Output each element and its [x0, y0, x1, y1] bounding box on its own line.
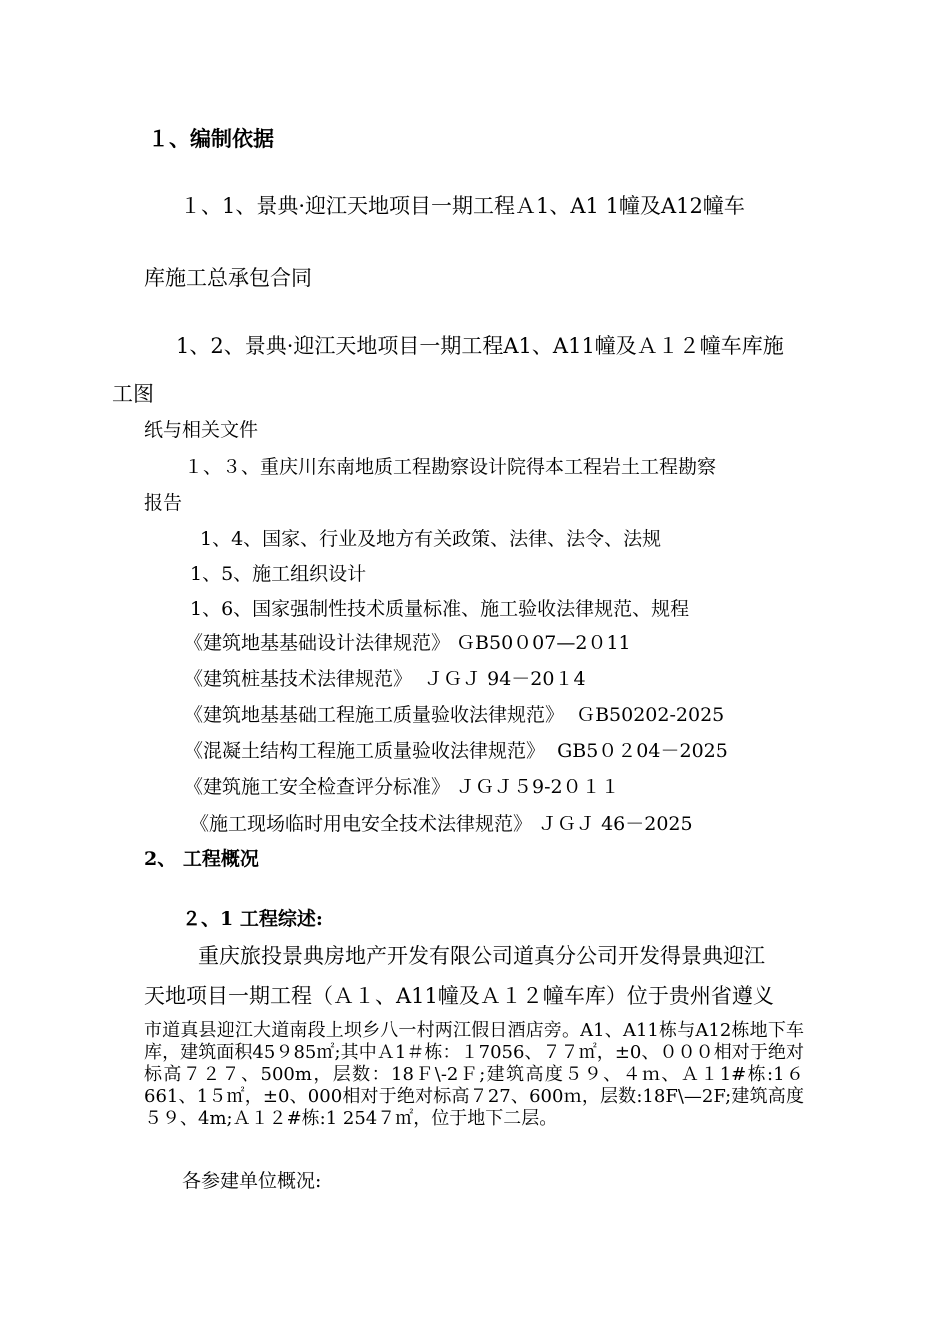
item-1-3-line1: １、３、重庆川东南地质工程勘察设计院得本工程岩土工程勘察	[184, 456, 717, 478]
standard-4: 《混凝土结构工程施工质量验收法律规范》 GB5０２04－2025	[184, 740, 728, 762]
item-1-5: 1、5、施工组织设计	[190, 563, 367, 585]
item-1-2-line1: 1、2、景典·迎江天地项目一期工程A1、A11幢及Ａ１２幢车库施	[176, 334, 784, 358]
item-1-2-line3: 纸与相关文件	[144, 419, 259, 441]
item-1-4: 1、4、国家、行业及地方有关政策、法律、法令、法规	[200, 528, 662, 550]
standard-3: 《建筑地基基础工程施工质量验收法律规范》 ＧB50202-2025	[184, 704, 725, 726]
item-1-1-line2: 库施工总承包合同	[144, 266, 312, 290]
heading-2: 2、 工程概况	[144, 848, 259, 870]
item-1-6: 1、6、国家强制性技术质量标准、施工验收法律规范、规程	[190, 598, 690, 620]
heading-2-1: ２、1 工程综述:	[182, 908, 323, 930]
standard-6: 《施工现场临时用电安全技术法律规范》 ＪＧＪ 46－2025	[190, 813, 693, 835]
item-1-3-line2: 报告	[144, 492, 183, 514]
overview-line2: 天地项目一期工程（Ａ１、A11幢及Ａ１２幢车库）位于贵州省遵义	[144, 984, 774, 1008]
item-1-2-line2: 工图	[112, 382, 154, 406]
standard-5: 《建筑施工安全检查评分标准》 ＪＧＪ５9-2０１１	[184, 776, 620, 798]
overview-line1: 重庆旅投景典房地产开发有限公司道真分公司开发得景典迎江	[198, 944, 765, 968]
standard-1: 《建筑地基基础设计法律规范》 ＧB50０07—2０11	[184, 632, 631, 654]
participants-heading: 各参建单位概况:	[182, 1170, 322, 1192]
standard-2: 《建筑桩基技术法律规范》 ＪＧＪ 94－20１4	[184, 668, 586, 690]
overview-paragraph: 市道真县迎江大道南段上坝乡八一村两江假日酒店旁。A1、A11栋与A12栋地下车库，建筑面积45９85㎡;其中Ａ1＃栋：１7056、７７㎡，±0、０００相对于绝对标高７２７、500m，层数：18Ｆ\-2Ｆ;建筑高度５９、４ｍ、Ａ１1#栋:1６661、1５㎡，±0、000相对于绝对标高７27、600ｍ，层数:18F\—2F;建筑高度５９、4m;Ａ１２#栋:1 254７㎡，位于地下二层。	[144, 1020, 804, 1129]
heading-1: １、编制依据	[148, 126, 274, 151]
item-1-1-line1: １、1、景典·迎江天地项目一期工程Ａ1、A1 1幢及A12幢车	[180, 194, 745, 218]
